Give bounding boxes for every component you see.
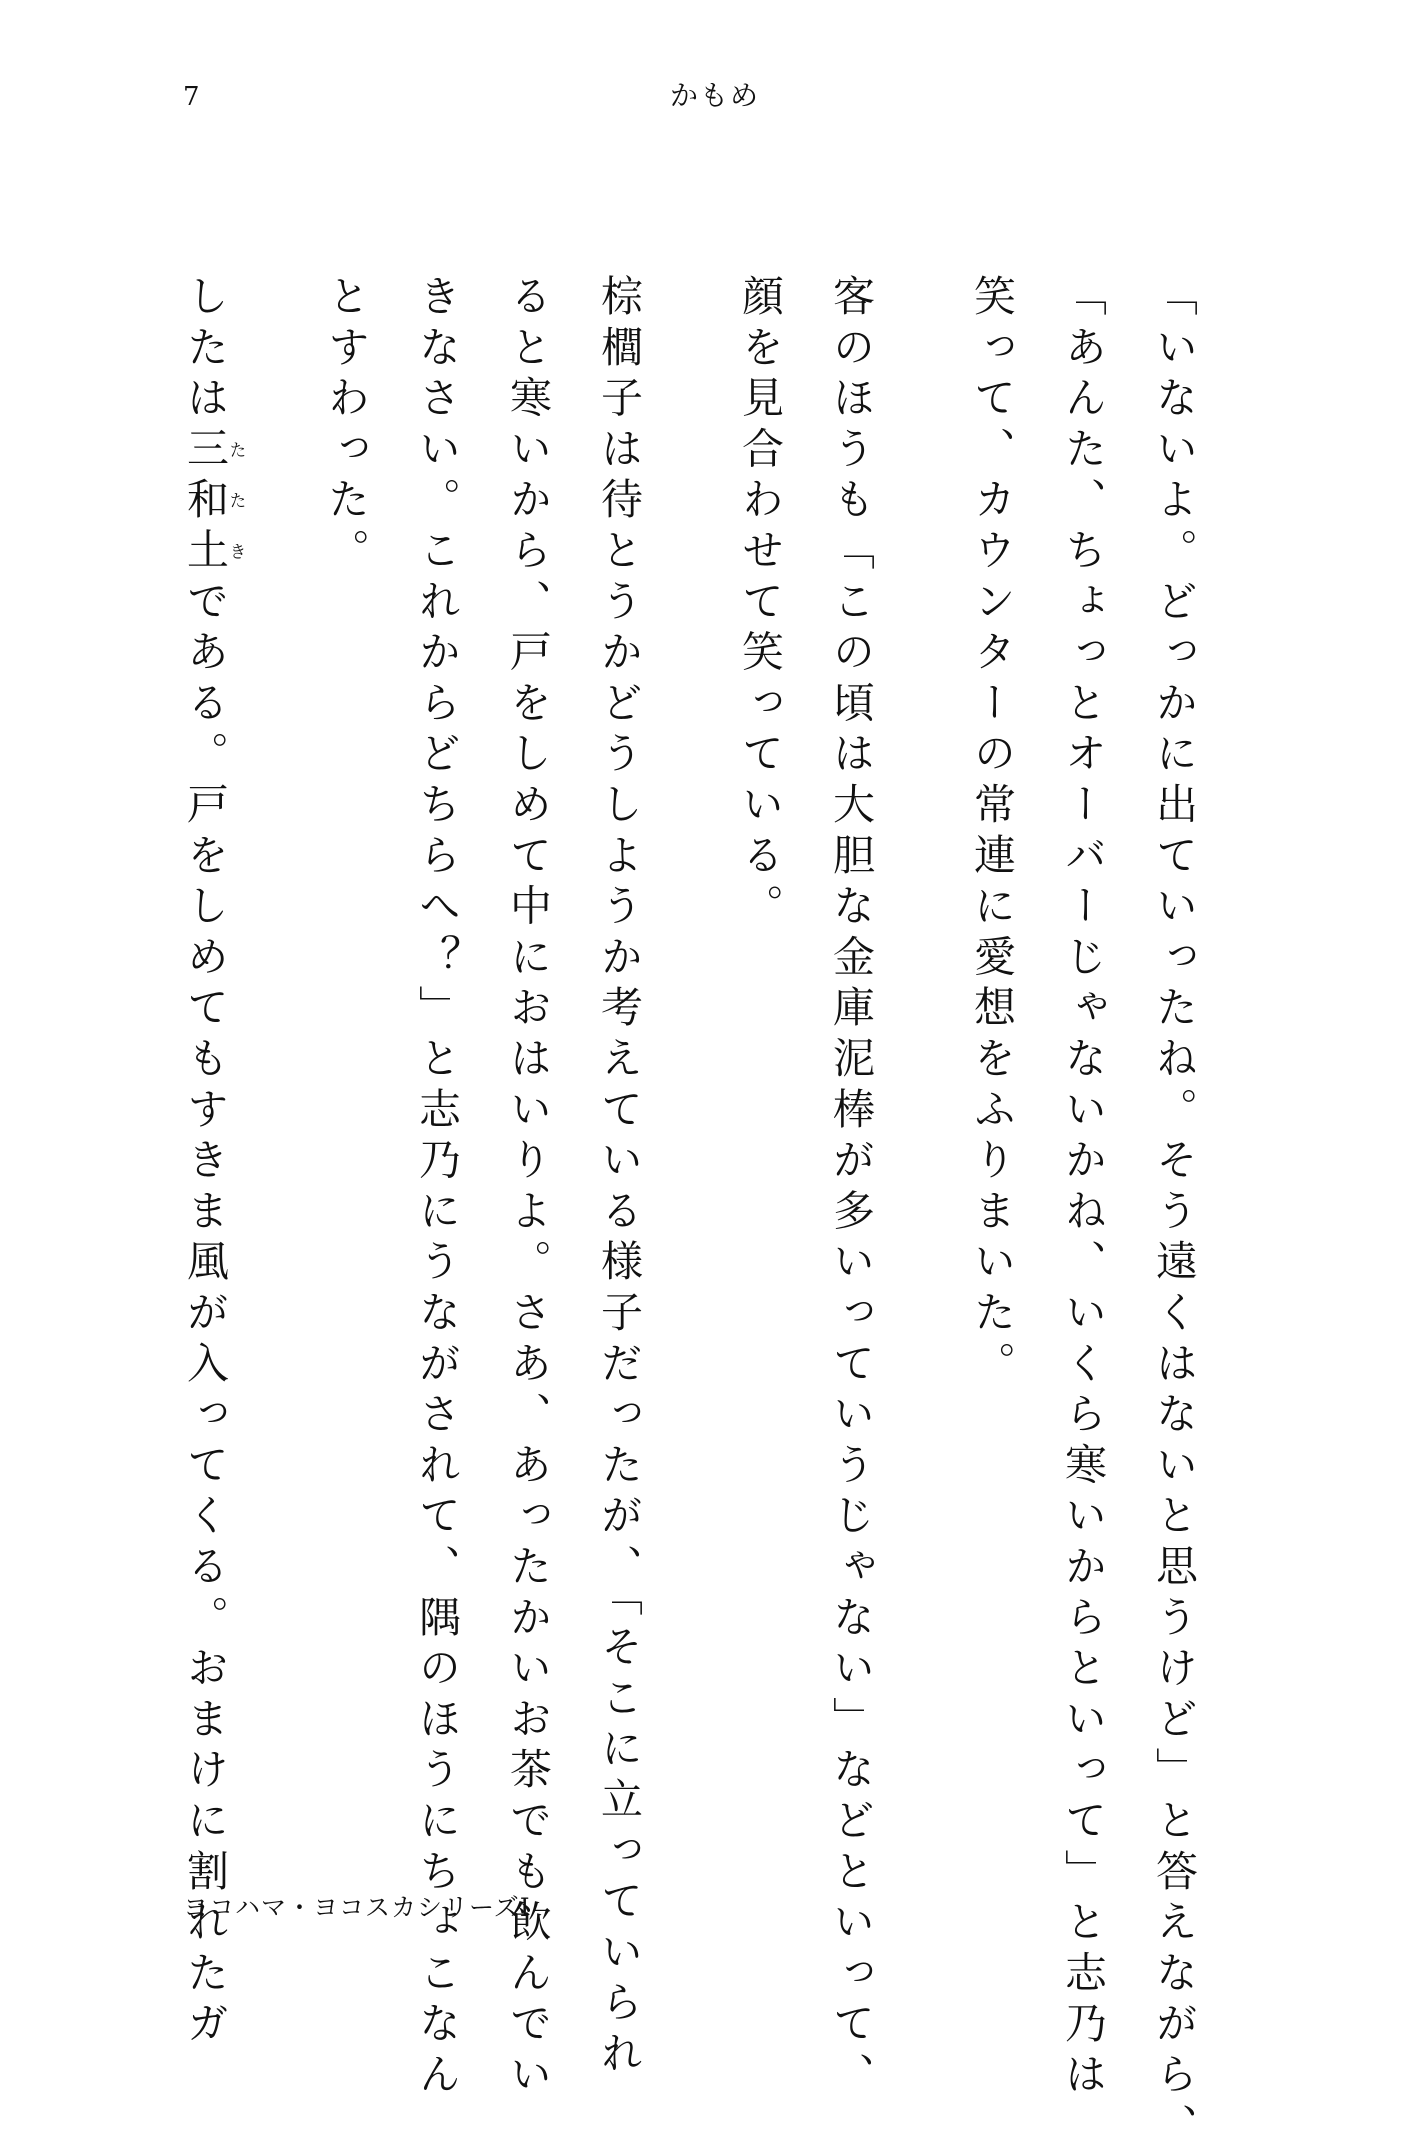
series-title: ヨコハマ・ヨコスカシリーズⅠ [183,1893,531,1922]
text-line: 笑って、カウンターの常連に愛想をふりまいた。 [968,274,1017,1392]
text-line: 棕櫚子は待とうかどうしようか考えている様子だったが、「そこに立っていられ [595,274,644,2082]
text-line: 客のほうも「この頃は大胆な金庫泥棒が多いっていうじゃない」などといって、 [827,274,876,2103]
text-line: 「いないよ。どっかに出ていったね。そう遠くはないと思うけど」と答えながら、 [1150,274,1199,2154]
ruby-base: 三和土 [181,426,230,579]
text-line: ると寒いから、戸をしめて中におはいりよ。さあ、あったかいお茶でも飲んでい [504,274,553,2103]
text-line: 顔を見合わせて笑っている。 [736,274,785,935]
text-fragment: したは [181,274,230,427]
text-fragment: である。戸をしめてもすきま風が入ってくる。おまけに割れたガ [181,578,230,2053]
page-number: 7 [183,82,200,112]
text-line: 「あんた、ちょっとオーバーじゃないかね、いくら寒いからといって」と志乃は [1059,274,1108,2103]
text-line: きなさい。これからどちらへ？」と志乃にうながされて、隅のほうにちょこなん [413,274,462,2103]
running-title: かもめ [670,79,761,112]
text-line-with-ruby [160,274,301,2053]
ruby-reading: たたき [225,426,246,579]
text-line: とすわった。 [322,274,371,579]
ruby-annotation [181,426,246,579]
